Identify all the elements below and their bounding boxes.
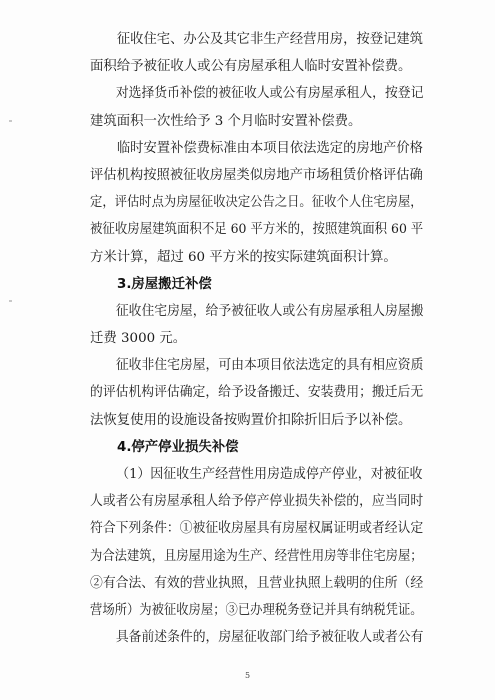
paragraph-line: 迁费 3000 元。 [90,331,187,347]
paragraph-line: 定，评估时点为房屋征收决定公告之日。征收个人住宅房屋， [90,195,423,211]
paragraph [90,26,423,80]
paragraph [90,624,423,651]
paragraph-line: 营场所）为被征收房屋；③已办理税务登记并具有纳税凭证。 [90,602,423,618]
paragraph-line: 的评估机构评估确定，给予设备搬迁、安装费用；搬迁后无 [90,385,424,401]
section-heading [90,271,423,298]
paragraph-line: 人或者公有房屋承租人给予停产停业损失补偿的，应当同时 [90,494,424,510]
paragraph-line: 临时安置补偿费标准由本项目依法选定的房地产价格 [116,140,423,156]
paragraph-line: 征收住宅房屋，给予被征收人或公有房屋承租人房屋搬 [115,303,424,319]
paragraph-line: 被征收房屋建筑面积不足 60 平方米的，按照建筑面积 60 平 [90,222,424,238]
paragraph-line: 法恢复使用的设施设备按购置价扣除折旧后予以补偿。 [90,412,412,428]
document-body [90,26,423,651]
page-number: 5 [244,671,251,680]
paragraph-line: 评估机构按照被征收房屋类似房地产市场租赁价格评估确 [90,167,423,183]
paragraph-line: 方米计算，超过 60 平方米的按实际建筑面积计算。 [90,249,397,265]
paragraph-line: 符合下列条件：①被征收房屋具有房屋权属证明或者经认定 [90,521,424,537]
paragraph-line: 对选择货币补偿的被征收人或公有房屋承租人，按登记 [115,86,424,102]
paragraph-line: ②有合法、有效的营业执照，且营业执照上载明的住所（经 [90,575,424,591]
paragraph [90,461,423,624]
paragraph-line: 面积给予被征收人或公有房屋承租人临时安置补偿费。 [90,59,412,75]
paragraph [90,352,423,434]
paragraph-line: 具备前述条件的，房屋征收部门给予被征收人或者公有 [115,630,424,646]
scan-margin-mark [9,120,12,122]
paragraph-line: 征收非住宅房屋，可由本项目依法选定的具有相应资质 [115,358,424,374]
paragraph [90,298,423,352]
section-heading [90,434,423,461]
paragraph [90,135,423,271]
scan-margin-mark [9,300,12,302]
paragraph-line: 为合法建筑，且房屋用途为生产、经营性用房等非住宅房屋； [90,548,423,564]
paragraph [90,80,423,134]
heading-text: 4.停产停业损失补偿 [117,439,239,455]
heading-text: 3.房屋搬迁补偿 [117,276,212,292]
paragraph-line: 建筑面积一次性给予 3 个月临时安置补偿费。 [90,113,362,129]
paragraph-line: 征收住宅、办公及其它非生产经营用房，按登记建筑 [116,32,423,47]
paragraph-line: （1）因征收生产经营性用房造成停产停业，对被征收 [116,467,423,482]
